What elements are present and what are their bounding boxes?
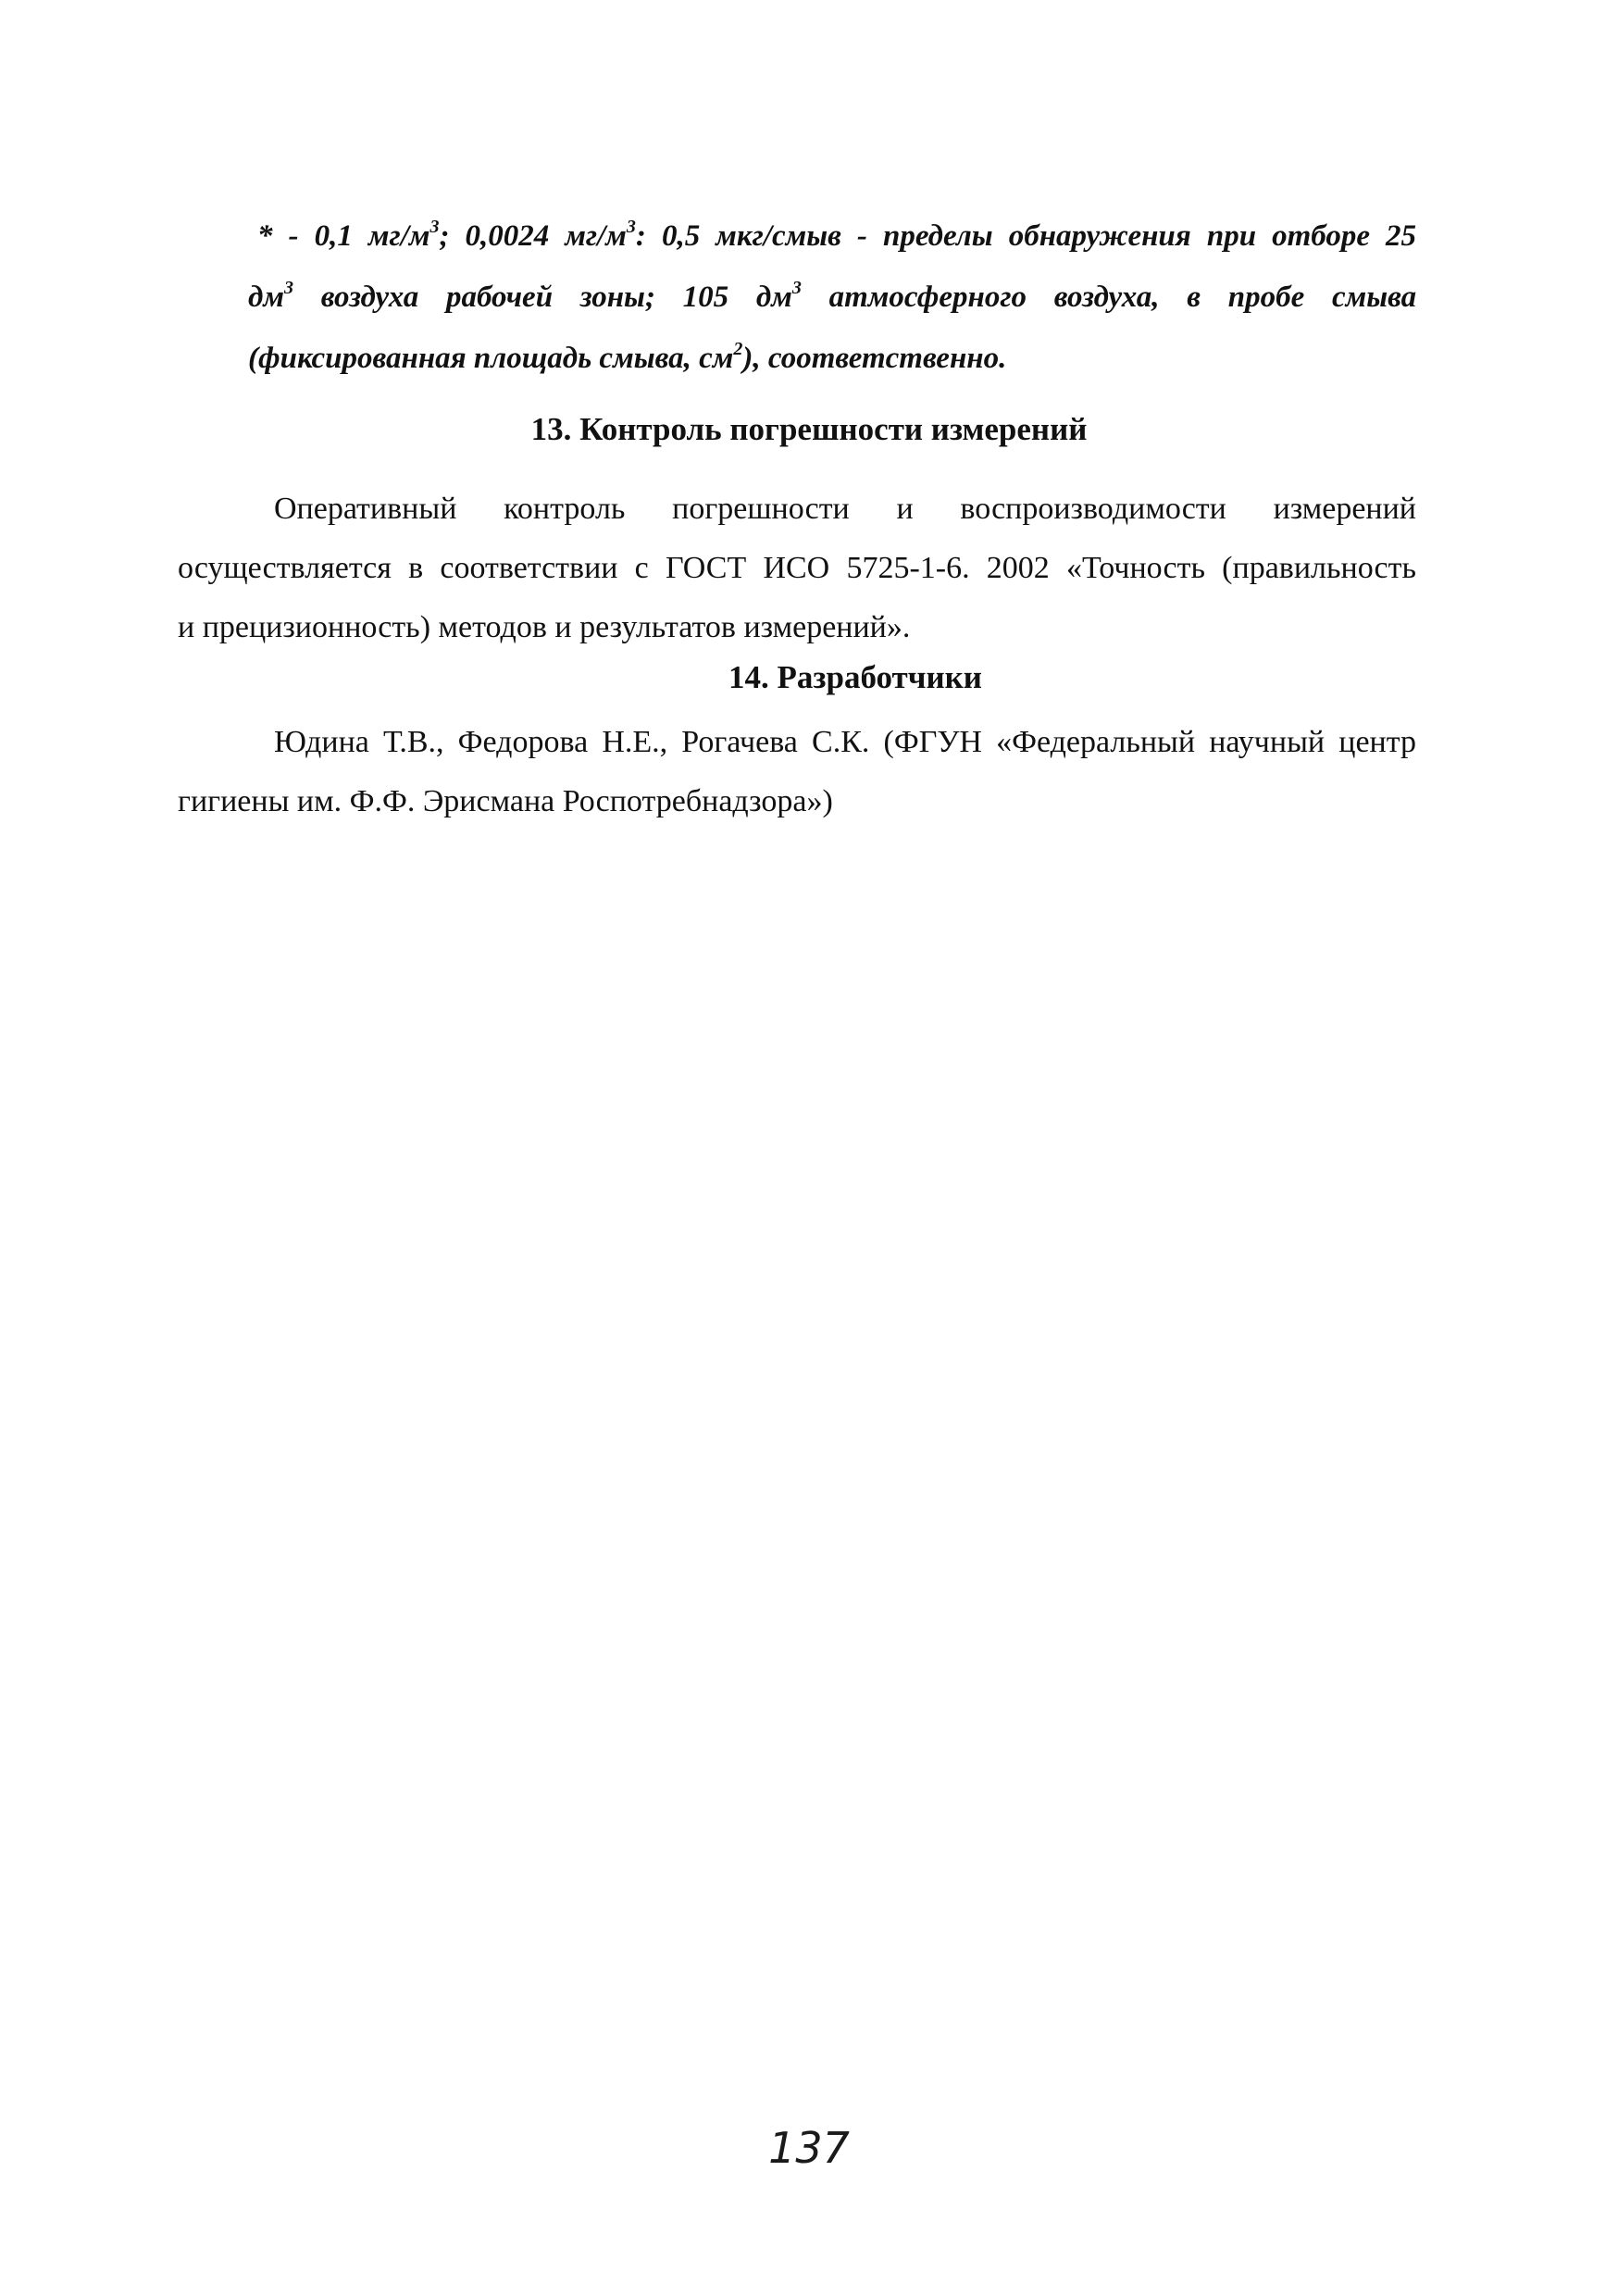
section-13-line-3: и прецизионность) методов и результатов измерений». [178, 610, 911, 644]
section-13-line-1: Оперативный контроль погрешности и воспроизводимости измерений [274, 492, 1416, 526]
footnote-line-2: $дм^3$ воздуха рабочей зоны; 105 $дм^3$ атмосферного воздуха, в пробе смыва [248, 278, 1417, 314]
section-14-heading: 14. Разработчики [728, 659, 982, 695]
page-number: 137 [768, 2123, 850, 2173]
section-14-line-2: гигиены им. Ф.Ф. Эрисмана Роспотребнадзора») [178, 784, 833, 818]
footnote [248, 206, 1416, 389]
section-13-paragraph [178, 480, 1416, 657]
section-14-paragraph [178, 713, 1416, 831]
footnote-line-3: (фиксированная площадь смыва, $см^2$), соответственно. [248, 339, 1007, 375]
section-14-line-1: Юдина Т.В., Федорова Н.Е., Рогачева С.К. (ФГУН «Федеральный научный центр [274, 725, 1416, 759]
footnote-line-1: * - 0,1 $мг/м^3$; 0,0024 $мг/м^3$: 0,5 мкг/смыв - пределы обнаружения при отборе 25 [257, 217, 1417, 253]
section-13-line-2: осуществляется в соответствии с ГОСТ ИСО 5725-1-6. 2002 «Точность (правильность [178, 551, 1416, 585]
section-13-heading: 13. Контроль погрешности измерений [530, 411, 1088, 447]
